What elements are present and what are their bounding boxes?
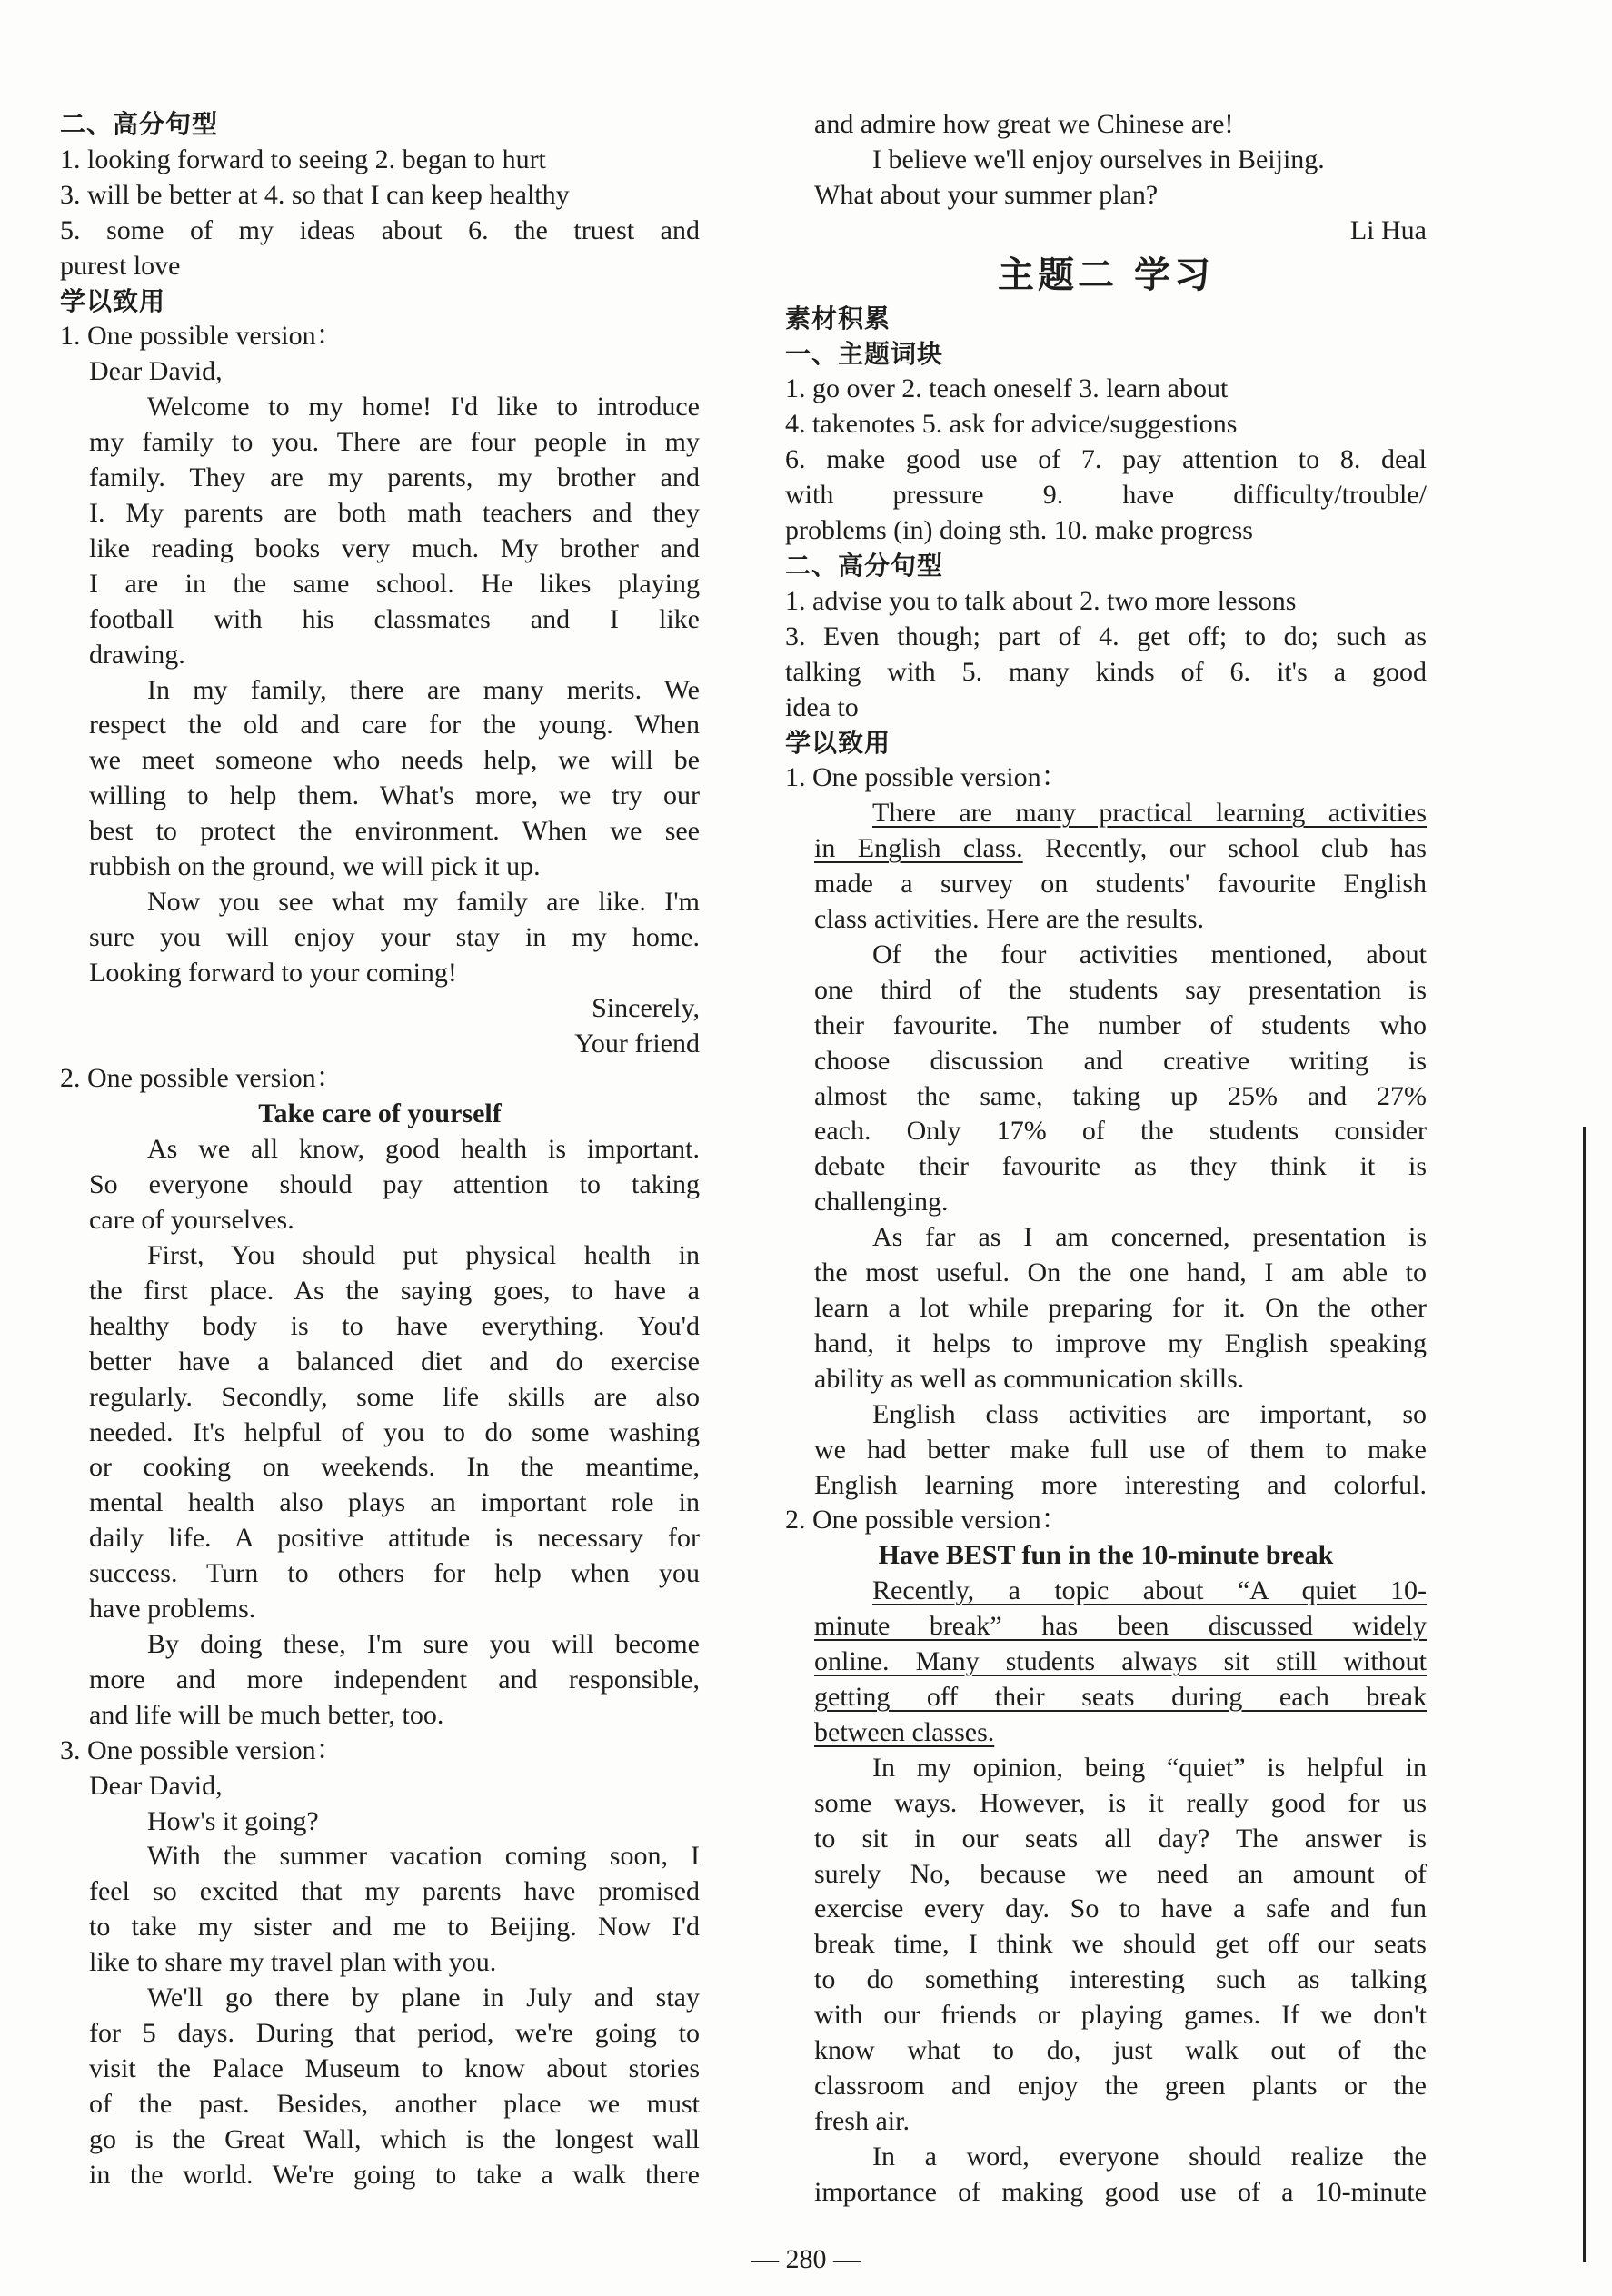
left-line: my family to you. There are four people in my: [89, 427, 700, 458]
right-line: we had better make full use of them to make: [814, 1434, 1427, 1465]
left-line: better have a balanced diet and do exercise: [89, 1346, 700, 1377]
left-line: we meet someone who needs help, we will be: [89, 745, 700, 776]
left-line: best to protect the environment. When we see: [89, 816, 700, 847]
left-line: With the summer vacation coming soon, I: [147, 1841, 700, 1872]
right-line: between classes.: [814, 1716, 995, 1747]
margin-rule: [1583, 1127, 1586, 2262]
left-line: healthy body is to have everything. You'd: [89, 1310, 700, 1341]
left-line: 3. will be better at 4. so that I can keep healthy: [60, 179, 570, 210]
right-line: one third of the students say presentation is: [814, 974, 1427, 1005]
right-line: made a survey on students' favourite English: [814, 869, 1427, 900]
right-line: importance of making good use of a 10-minute: [814, 2176, 1427, 2207]
right-line: English class activities are important, so: [872, 1398, 1427, 1429]
right-line: Have BEST fun in the 10-minute break: [878, 1540, 1334, 1571]
left-line: or cooking on weekends. In the meantime,: [89, 1452, 700, 1483]
right-line: and admire how great we Chinese are!: [814, 109, 1234, 139]
right-line: debate their favourite as they think it is: [814, 1151, 1427, 1182]
left-line: Dear David,: [89, 356, 223, 387]
right-line: exercise every day. So to have a safe and fun: [814, 1893, 1427, 1924]
right-line: 6. make good use of 7. pay attention to 8. deal: [785, 444, 1427, 475]
right-line: English learning more interesting and colorful.: [814, 1469, 1427, 1500]
left-line: in the world. We're going to take a walk there: [89, 2159, 700, 2190]
left-line: regularly. Secondly, some life skills are also: [89, 1381, 700, 1412]
right-line: talking with 5. many kinds of 6. it's a good: [785, 656, 1427, 687]
left-line: I. My parents are both math teachers and they: [89, 497, 700, 528]
right-line: There are many practical learning activities: [872, 798, 1427, 829]
right-line: choose discussion and creative writing is: [814, 1045, 1427, 1076]
right-line: almost the same, taking up 25% and 27%: [814, 1080, 1427, 1111]
right-line: 二、高分句型: [785, 550, 944, 581]
right-line: problems (in) doing sth. 10. make progress: [785, 515, 1253, 546]
right-line: hand, it helps to improve my English speaking: [814, 1327, 1427, 1358]
right-line: In my opinion, being “quiet” is helpful in: [872, 1752, 1427, 1783]
right-line: Li Hua: [1349, 214, 1427, 245]
left-line: Your friend: [574, 1028, 700, 1059]
left-line: By doing these, I'm sure you will become: [147, 1628, 700, 1659]
left-line: football with his classmates and I like: [89, 603, 700, 634]
right-line: 2. One possible version：: [785, 1505, 1069, 1536]
right-line: 学以致用: [785, 727, 891, 758]
left-line: needed. It's helpful of you to do some washing: [89, 1416, 700, 1447]
right-line: their favourite. The number of students who: [814, 1009, 1427, 1040]
right-line: getting off their seats during each break: [814, 1681, 1427, 1712]
right-line: to sit in our seats all day? The answer is: [814, 1823, 1427, 1854]
page-number: — 280 —: [751, 2244, 861, 2274]
left-line: 1. One possible version：: [60, 321, 343, 352]
right-line: In a word, everyone should realize the: [872, 2141, 1427, 2172]
left-line: Looking forward to your coming!: [89, 957, 457, 988]
left-line: So everyone should pay attention to taking: [89, 1169, 700, 1200]
right-line: Of the four activities mentioned, about: [872, 939, 1427, 969]
right-line: with pressure 9. have difficulty/trouble/: [785, 480, 1427, 511]
right-line: 1. go over 2. teach oneself 3. learn about: [785, 373, 1229, 404]
right-line: minute break” has been discussed widely: [814, 1611, 1427, 1642]
left-line: drawing.: [89, 639, 185, 670]
right-line: 3. Even though; part of 4. get off; to do; such as: [785, 621, 1427, 651]
right-line: some ways. However, is it really good for us: [814, 1787, 1427, 1818]
right-line: 主题二 学习: [998, 253, 1214, 296]
left-line: I are in the same school. He likes playing: [89, 568, 700, 599]
right-column: [785, 107, 1427, 2211]
right-line: As far as I am concerned, presentation is: [872, 1222, 1427, 1253]
left-line: feel so excited that my parents have promised: [89, 1876, 700, 1907]
right-line: classroom and enjoy the green plants or the: [814, 2070, 1427, 2101]
left-line: First, You should put physical health in: [147, 1240, 700, 1270]
left-line: 3. One possible version：: [60, 1734, 343, 1765]
right-line: to do something interesting such as talking: [814, 1964, 1427, 1995]
right-line: each. Only 17% of the students consider: [814, 1116, 1427, 1147]
left-line: We'll go there by plane in July and stay: [147, 1983, 700, 2013]
left-line: the first place. As the saying goes, to have a: [89, 1275, 700, 1306]
left-line: like reading books very much. My brother and: [89, 532, 700, 563]
left-line: Take care of yourself: [258, 1098, 502, 1129]
left-line: rubbish on the ground, we will pick it up.: [89, 851, 541, 882]
left-line: go is the Great Wall, which is the longest wall: [89, 2123, 700, 2154]
left-line: family. They are my parents, my brother and: [89, 462, 700, 493]
right-line: What about your summer plan?: [814, 179, 1159, 210]
left-line: Dear David,: [89, 1770, 223, 1801]
left-line: As we all know, good health is important.: [147, 1134, 700, 1165]
left-line: purest love: [60, 250, 181, 281]
line-text: Recently, our school club has: [1022, 833, 1427, 864]
right-line: ability as well as communication skills.: [814, 1363, 1245, 1394]
right-line: know what to do, just walk out of the: [814, 2035, 1427, 2066]
left-line: more and more independent and responsible,: [89, 1664, 700, 1695]
right-line: 一、主题词块: [785, 338, 944, 369]
left-line: mental health also plays an important role in: [89, 1487, 700, 1518]
left-line: respect the old and care for the young. When: [89, 710, 700, 740]
left-line: Now you see what my family are like. I'm: [147, 886, 700, 917]
right-line: [785, 831, 1427, 867]
right-line: challenging.: [814, 1187, 949, 1218]
left-line: In my family, there are many merits. We: [147, 674, 700, 705]
left-line: care of yourselves.: [89, 1205, 294, 1236]
left-line: daily life. A positive attitude is necessary for: [89, 1523, 700, 1554]
left-column: [60, 107, 700, 2192]
right-line: fresh air.: [814, 2105, 910, 2136]
left-line: have problems.: [89, 1594, 256, 1625]
underlined-text: in English class.: [814, 833, 1023, 864]
left-line: and life will be much better, too.: [89, 1699, 444, 1730]
right-line: 1. One possible version：: [785, 762, 1069, 793]
right-line: class activities. Here are the results.: [814, 904, 1204, 935]
left-line: 学以致用: [60, 285, 166, 316]
right-line: 1. advise you to talk about 2. two more lessons: [785, 585, 1297, 616]
left-line: success. Turn to others for help when you: [89, 1558, 700, 1589]
right-line: break time, I think we should get off our seats: [814, 1929, 1427, 1960]
left-line: visit the Palace Museum to know about stories: [89, 2052, 700, 2083]
right-line: I believe we'll enjoy ourselves in Beijing.: [872, 144, 1325, 174]
right-line: surely No, because we need an amount of: [814, 1858, 1427, 1889]
left-line: like to share my travel plan with you.: [89, 1947, 497, 1978]
left-line: for 5 days. During that period, we're going to: [89, 2017, 700, 2048]
right-line: with our friends or playing games. If we don't: [814, 2000, 1427, 2031]
right-line: idea to: [785, 691, 859, 722]
left-line: 二、高分句型: [60, 109, 219, 139]
right-line: learn a lot while preparing for it. On the other: [814, 1293, 1427, 1323]
left-line: 1. looking forward to seeing 2. began to hurt: [60, 144, 546, 174]
left-line: sure you will enjoy your stay in my home.: [89, 921, 700, 952]
left-line: 5. some of my ideas about 6. the truest and: [60, 214, 700, 245]
right-line: Recently, a topic about “A quiet 10-: [872, 1575, 1427, 1606]
left-line: Sincerely,: [592, 992, 700, 1023]
left-line: of the past. Besides, another place we must: [89, 2088, 700, 2119]
right-line: 4. takenotes 5. ask for advice/suggestions: [785, 409, 1238, 440]
right-line: 素材积累: [785, 303, 891, 333]
left-line: How's it going?: [147, 1805, 319, 1836]
left-line: willing to help them. What's more, we try our: [89, 780, 700, 811]
left-line: Welcome to my home! I'd like to introduce: [147, 392, 700, 422]
left-line: 2. One possible version：: [60, 1063, 343, 1094]
right-line: the most useful. On the one hand, I am able to: [814, 1257, 1427, 1288]
left-line: to take my sister and me to Beijing. Now I'd: [89, 1912, 700, 1943]
right-line: online. Many students always sit still without: [814, 1646, 1427, 1677]
